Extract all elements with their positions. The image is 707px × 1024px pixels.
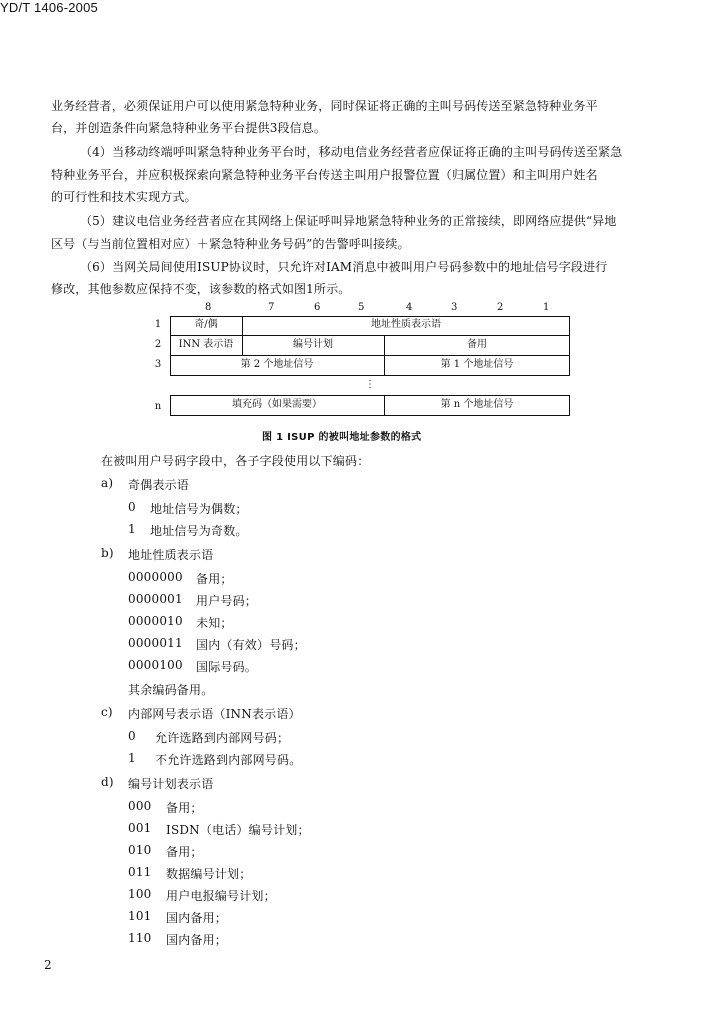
code-meaning: 数据编号计划； — [166, 867, 252, 881]
code-meaning: 国内（有效）号码； — [196, 638, 306, 652]
code-value: 1 — [128, 522, 136, 536]
code-value: 0 — [128, 729, 136, 743]
paragraph-line: 区号（与当前位置相对应）＋紧急特种业务号码”的告警呼叫接续。 — [51, 237, 410, 251]
bit-number: 5 — [358, 302, 365, 313]
section-title: 编号计划表示语 — [128, 777, 214, 791]
code-meaning: 国内备用； — [166, 933, 228, 947]
code-meaning: 未知； — [196, 616, 233, 630]
paragraph-line: 的可行性和技术实现方式。 — [51, 190, 197, 204]
code-value: 0000010 — [128, 614, 183, 628]
code-meaning: ISDN（电话）编号计划； — [166, 823, 310, 837]
code-meaning: 备用； — [166, 845, 203, 859]
code-meaning: 不允许选路到内部网号码。 — [155, 753, 302, 767]
code-meaning: 国内备用； — [166, 911, 228, 925]
section-title: 奇偶表示语 — [128, 478, 190, 492]
ellipsis-mark: ⋮ — [365, 379, 375, 390]
section-label: c) — [101, 705, 113, 719]
paragraph-line: 修改，其他参数应保持不变，该参数的格式如图1所示。 — [51, 282, 351, 296]
paragraph-line: （6）当网关局间使用ISUP协议时，只允许对IAM消息中被叫用户号码参数中的地址信号字段进行 — [80, 260, 608, 274]
code-value: 100 — [128, 887, 152, 901]
code-value: 000 — [128, 799, 152, 813]
code-value: 0000000 — [128, 570, 183, 584]
paragraph-line: （5）建议电信业务经营者应在其网络上保证呼叫异地紧急特种业务的正常接续，即网络应提供“异地 — [80, 214, 617, 228]
code-meaning: 地址信号为奇数。 — [150, 524, 248, 538]
code-meaning: 用户号码； — [196, 594, 258, 608]
code-value: 110 — [128, 931, 152, 945]
code-value: 0 — [128, 500, 136, 514]
section-label: a) — [101, 476, 114, 490]
bit-number: 3 — [451, 302, 458, 313]
isup-parameter-table — [170, 316, 570, 416]
nth-address-signal-cell: 第 n 个地址信号 — [440, 399, 514, 410]
row-number: 1 — [154, 319, 162, 330]
bit-number: 8 — [205, 302, 212, 313]
paragraph-line: 台，并创造条件向紧急特种业务平台提供3段信息。 — [51, 121, 327, 135]
section-label: d) — [101, 775, 114, 789]
code-value: 011 — [128, 865, 152, 879]
filler-cell: 填充码（如果需要） — [232, 399, 322, 410]
odd-even-cell: 奇/偶 — [194, 319, 218, 330]
code-value: 1 — [128, 751, 136, 765]
page-number: 2 — [44, 958, 52, 972]
bit-number: 1 — [543, 302, 550, 313]
spare-cell: 备用 — [467, 339, 487, 350]
nature-of-address-cell: 地址性质表示语 — [371, 319, 441, 330]
code-value: 0000011 — [128, 636, 183, 650]
paragraph-line: 特种业务平台，并应积极探索向紧急特种业务平台传送主叫用户报警位置（归属位置）和主叫用户姓名 — [51, 168, 598, 182]
section-title: 地址性质表示语 — [128, 548, 214, 562]
code-value: 001 — [128, 821, 152, 835]
second-address-signal-cell: 第 2 个地址信号 — [240, 359, 314, 370]
section-note: 其余编码备用。 — [128, 683, 214, 697]
code-meaning: 地址信号为偶数； — [150, 502, 248, 516]
code-meaning: 用户电报编号计划； — [166, 889, 276, 903]
paragraph-line: （4）当移动终端呼叫紧急特种业务平台时，移动电信业务经营者应保证将正确的主叫号码传送至紧急 — [80, 145, 623, 159]
bit-number: 6 — [314, 302, 321, 313]
code-value: 0000001 — [128, 592, 183, 606]
row-number: 2 — [154, 339, 162, 350]
section-label: b) — [101, 546, 114, 560]
code-meaning: 备用； — [166, 801, 203, 815]
row-number: 3 — [154, 359, 162, 370]
section-title: 内部网号表示语（INN表示语） — [128, 707, 301, 721]
code-value: 0000100 — [128, 658, 183, 672]
code-value: 101 — [128, 909, 152, 923]
intro-text: 在被叫用户号码字段中，各子字段使用以下编码： — [101, 454, 370, 468]
row-number: n — [154, 401, 162, 412]
code-value: 010 — [128, 843, 152, 857]
inn-indicator-cell: INN 表示语 — [178, 339, 234, 350]
bit-number: 7 — [268, 302, 275, 313]
standard-code: YD/T 1406-2005 — [0, 0, 98, 15]
code-meaning: 允许选路到内部网号码； — [155, 731, 290, 745]
code-meaning: 国际号码。 — [196, 660, 258, 674]
figure-caption: 图 1 ISUP 的被叫地址参数的格式 — [262, 432, 422, 443]
bit-number: 4 — [406, 302, 413, 313]
bit-number: 2 — [497, 302, 504, 313]
paragraph-line: 业务经营者，必须保证用户可以使用紧急特种业务，同时保证将正确的主叫号码传送至紧急特种业务平 — [51, 99, 598, 113]
first-address-signal-cell: 第 1 个地址信号 — [440, 359, 514, 370]
code-meaning: 备用； — [196, 572, 233, 586]
numbering-plan-cell: 编号计划 — [293, 339, 333, 350]
